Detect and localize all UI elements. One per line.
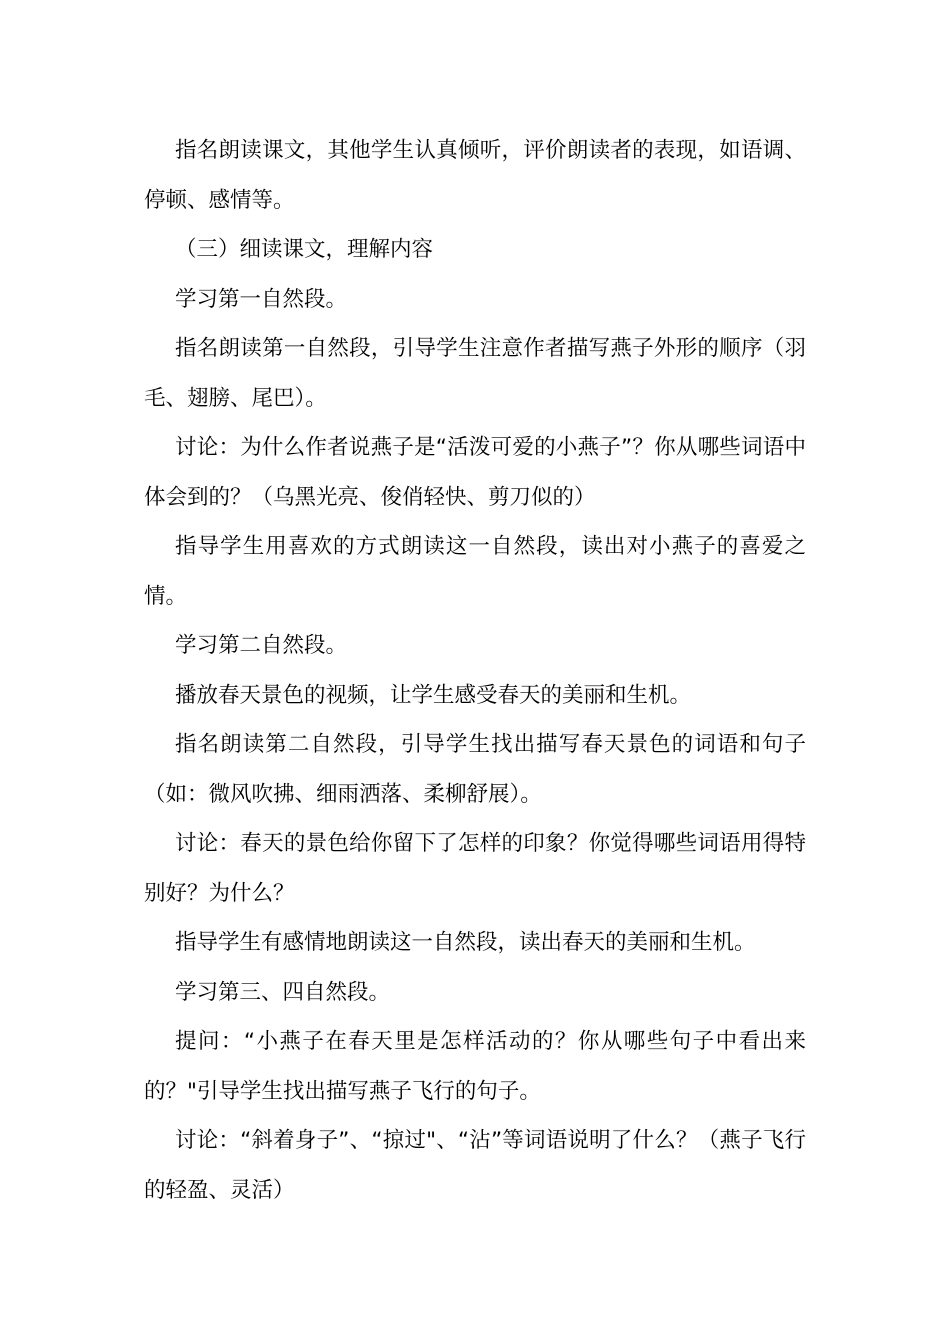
paragraph-14: 讨论：“斜着身子”、“掠过"、“沾”等词语说明了什么？（燕子飞行的轻盈、灵活） (144, 1128, 806, 1203)
paragraph-12: 学习第三、四自然段。 (175, 979, 391, 1005)
paragraph-8: 播放春天景色的视频，让学生感受春天的美丽和生机。 (175, 682, 692, 708)
paragraph-13: 提问：“小燕子在春天里是怎样活动的？你从哪些句子中看出来的？"引导学生找出描写燕子飞行的句子。 (144, 1029, 806, 1104)
paragraph-11: 指导学生有感情地朗读这一自然段，读出春天的美丽和生机。 (175, 930, 756, 955)
section-heading: （三）细读课文，理解内容 (175, 237, 434, 262)
document-body (144, 126, 806, 1215)
paragraph-4: 指名朗读第一自然段，引导学生注意作者描写燕子外形的顺序（羽毛、翅膀、尾巴）。 (144, 336, 806, 411)
paragraph-5: 讨论：为什么作者说燕子是“活泼可爱的小燕子”？你从哪些词语中体会到的？（乌黑光亮、俊俏轻快、剪刀似的） (144, 435, 806, 510)
paragraph-3: 学习第一自然段。 (175, 286, 348, 312)
paragraph-6: 指导学生用喜欢的方式朗读这一自然段，读出对小燕子的喜爱之情。 (144, 534, 806, 609)
paragraph-10: 讨论：春天的景色给你留下了怎样的印象？你觉得哪些词语用得特别好？为什么？ (144, 831, 806, 906)
paragraph-1: 指名朗读课文，其他学生认真倾听，评价朗读者的表现，如语调、停顿、感情等。 (144, 138, 806, 213)
paragraph-9: 指名朗读第二自然段，引导学生找出描写春天景色的词语和句子（如：微风吹拂、细雨洒落、柔柳舒展）。 (144, 732, 806, 807)
paragraph-7: 学习第二自然段。 (175, 633, 348, 658)
